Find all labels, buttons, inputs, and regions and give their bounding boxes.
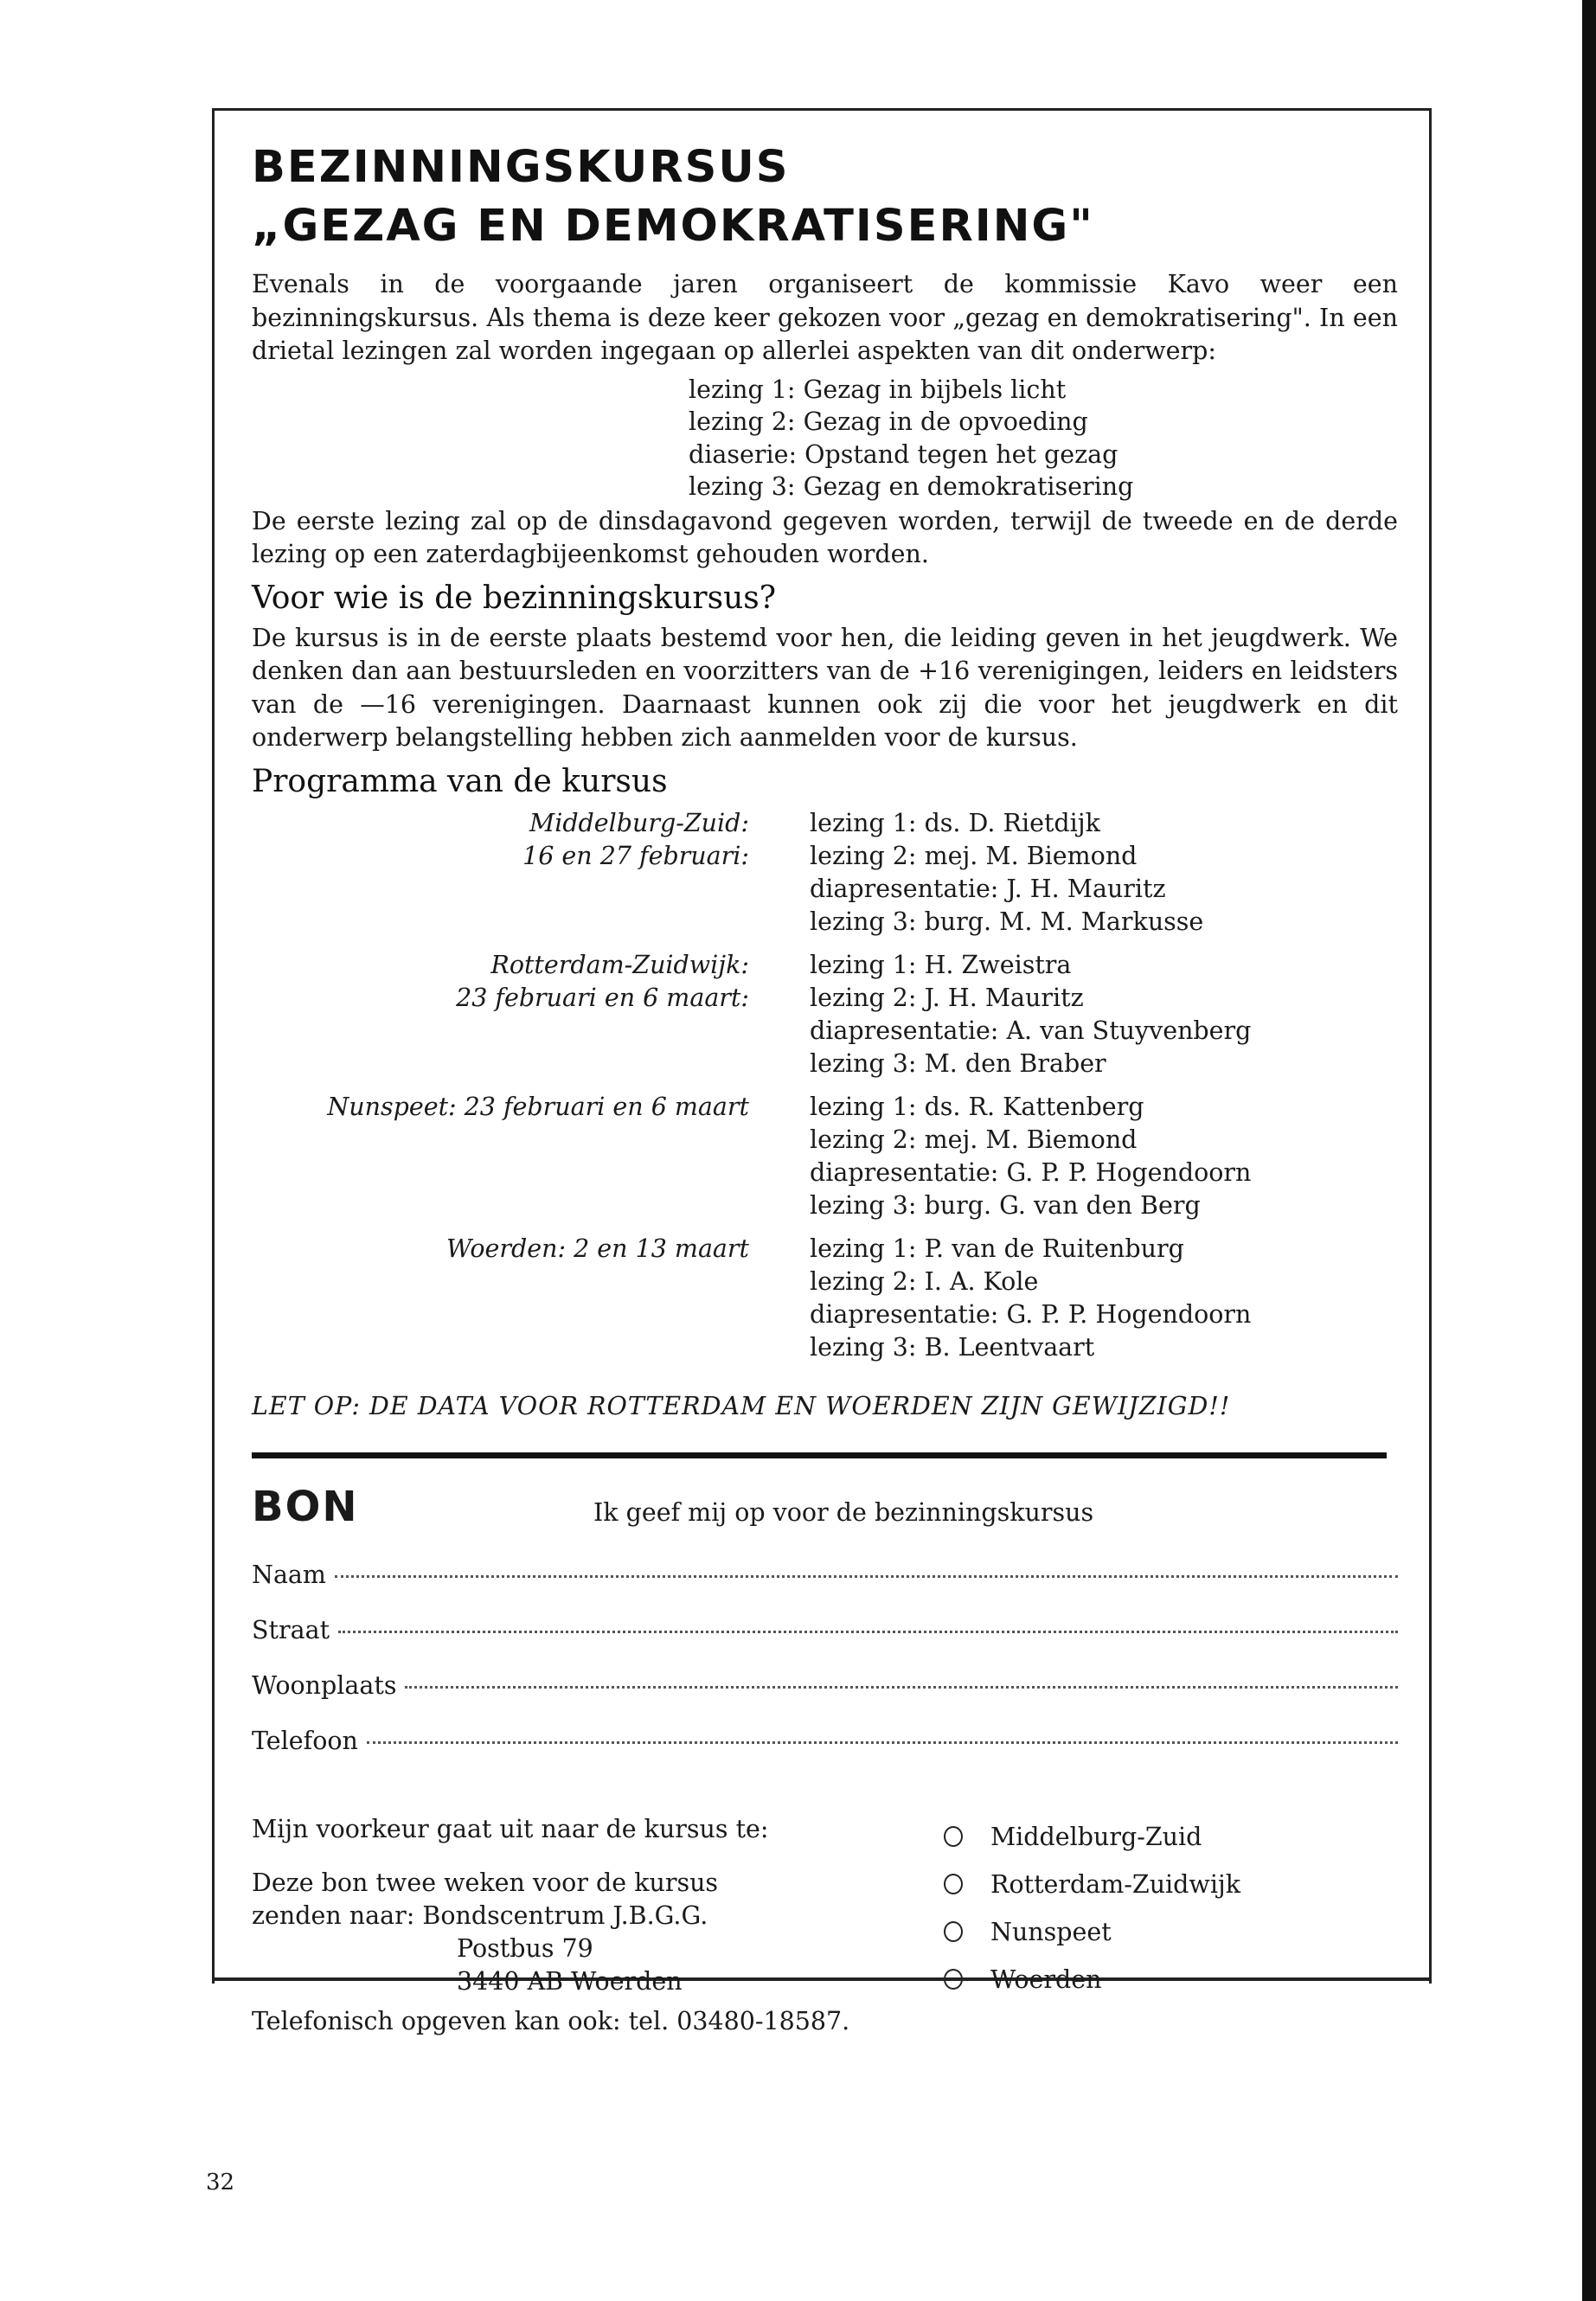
program-place: [252, 949, 749, 1080]
program-place: [252, 807, 749, 939]
program-item: lezing 1: P. van de Ruitenburg: [810, 1234, 1184, 1263]
address-line: Postbus 79: [457, 1933, 593, 1963]
send-instruction: zenden naar: Bondscentrum J.B.G.G.: [252, 1900, 708, 1930]
program-item: lezing 1: H. Zweistra: [810, 950, 1072, 979]
program-place: [252, 1091, 749, 1222]
bon-form-fields: [252, 1561, 1398, 1782]
program-location: [252, 1091, 1398, 1222]
audience-heading: Voor wie is de bezinningskursus?: [252, 580, 777, 616]
radio-circle-icon[interactable]: [944, 1874, 963, 1894]
lecture-item: lezing 3: Gezag en demokratisering: [689, 472, 1134, 501]
program-speakers: [810, 949, 1251, 1080]
program-item: lezing 2: I. A. Kole: [810, 1266, 1039, 1296]
program-speakers: [810, 1091, 1251, 1222]
page-edge-bar: [1582, 0, 1596, 2301]
option-woerden[interactable]: [944, 1956, 1240, 2003]
page-number: 32: [206, 2170, 235, 2195]
place-line: 23 februari en 6 maart:: [456, 983, 749, 1012]
field-fill-line[interactable]: [335, 1575, 1398, 1578]
field-label: Straat: [252, 1615, 330, 1644]
program-place: [252, 1233, 749, 1364]
headline-line-1: BEZINNINGSKURSUS: [252, 142, 790, 193]
option-label: Middelburg-Zuid: [990, 1822, 1202, 1851]
city-field[interactable]: [252, 1671, 1398, 1727]
program-item: lezing 3: burg. G. van den Berg: [810, 1190, 1201, 1220]
place-line: Rotterdam-Zuidwijk:: [490, 950, 749, 979]
program-speakers: [810, 1233, 1251, 1364]
program-location: [252, 1233, 1398, 1364]
program-item: diapresentatie: G. P. P. Hogendoorn: [810, 1299, 1252, 1329]
lecture-item: diaserie: Opstand tegen het gezag: [689, 439, 1118, 469]
program-item: lezing 3: M. den Braber: [810, 1048, 1106, 1078]
program-heading: Programma van de kursus: [252, 763, 668, 799]
bon-header: [252, 1483, 1398, 1531]
field-fill-line[interactable]: [338, 1631, 1398, 1633]
program-schedule: [252, 807, 1398, 1364]
send-instruction: Deze bon twee weken voor de kursus: [252, 1868, 719, 1897]
address-line: 3440 AB Woerden: [457, 1966, 683, 1996]
program-location: [252, 807, 1398, 939]
option-label: Woerden: [990, 1965, 1102, 1994]
date-change-warning: LET OP: DE DATA VOOR ROTTERDAM EN WOERDEN ZIJN GEWIJZIGD!!: [252, 1391, 1231, 1420]
option-rotterdam[interactable]: [944, 1861, 1240, 1908]
bon-title: BON: [252, 1482, 359, 1531]
lecture-item: lezing 1: Gezag in bijbels licht: [689, 375, 1067, 404]
program-item: lezing 2: mej. M. Biemond: [810, 1125, 1138, 1154]
headline: [252, 138, 1398, 256]
lecture-item: lezing 2: Gezag in de opvoeding: [689, 407, 1088, 436]
bon-signup-text: Ik geef mij op voor de bezinningskursus: [593, 1497, 1094, 1527]
program-item: lezing 3: burg. M. M. Markusse: [810, 907, 1204, 936]
option-label: Nunspeet: [990, 1917, 1112, 1946]
preference-text: Mijn voorkeur gaat uit naar de kursus te:: [252, 1814, 769, 1843]
place-line: 16 en 27 februari:: [522, 841, 749, 870]
option-nunspeet[interactable]: [944, 1908, 1240, 1956]
option-middelburg[interactable]: [944, 1813, 1240, 1861]
schedule-note: De eerste lezing zal op de dinsdagavond gegeven worden, terwijl de tweede en de derde lezing op een zaterdagbijeenkomst gehouden worden.: [252, 506, 1398, 568]
program-item: diapresentatie: G. P. P. Hogendoorn: [810, 1157, 1252, 1187]
street-field[interactable]: [252, 1616, 1398, 1671]
bon-divider: [252, 1452, 1387, 1458]
name-field[interactable]: [252, 1561, 1398, 1616]
lecture-list: [689, 374, 1398, 503]
radio-circle-icon[interactable]: [944, 1826, 963, 1847]
option-label: Rotterdam-Zuidwijk: [990, 1869, 1241, 1899]
bon-bottom: [252, 1813, 1398, 2038]
field-fill-line[interactable]: [367, 1741, 1398, 1744]
program-item: lezing 1: ds. R. Kattenberg: [810, 1092, 1144, 1121]
notice-content: [252, 138, 1398, 2038]
radio-circle-icon[interactable]: [944, 1969, 963, 1990]
program-item: lezing 1: ds. D. Rietdijk: [810, 808, 1100, 837]
program-location: [252, 949, 1398, 1080]
field-label: Telefoon: [252, 1726, 358, 1755]
phone-field[interactable]: [252, 1727, 1398, 1782]
phone-signup-text: Telefonisch opgeven kan ook: tel. 03480-18587.: [252, 2006, 850, 2035]
program-item: lezing 2: mej. M. Biemond: [810, 841, 1138, 870]
place-line: Middelburg-Zuid:: [529, 808, 749, 837]
location-options: [944, 1813, 1240, 2038]
field-label: Naam: [252, 1560, 326, 1589]
program-item: lezing 2: J. H. Mauritz: [810, 983, 1084, 1012]
field-label: Woonplaats: [252, 1670, 397, 1700]
place-line: Nunspeet: 23 februari en 6 maart: [327, 1092, 749, 1121]
bon-instructions: [252, 1813, 944, 2038]
program-item: diapresentatie: J. H. Mauritz: [810, 874, 1166, 903]
program-speakers: [810, 807, 1203, 939]
program-item: diapresentatie: A. van Stuyvenberg: [810, 1016, 1252, 1045]
radio-circle-icon[interactable]: [944, 1921, 963, 1942]
program-item: lezing 3: B. Leentvaart: [810, 1332, 1095, 1362]
field-fill-line[interactable]: [405, 1686, 1398, 1689]
place-line: Woerden: 2 en 13 maart: [445, 1234, 749, 1263]
intro-paragraph: Evenals in de voorgaande jaren organiseert de kommissie Kavo weer een bezinningskursus. Als thema is deze keer gekozen voor „gezag en demokratisering". In een drietal lezingen zal worden ingegaan op allerlei aspekten van dit onderwerp:: [252, 270, 1398, 365]
audience-paragraph: De kursus is in de eerste plaats bestemd voor hen, die leiding geven in het jeugdwerk. We denken dan aan bestuursleden en voorzitters van de +16 verenigingen, leiders en leidsters van de —16 verenigingen. Daarnaast kunnen ook zij die voor het jeugdwerk en dit onderwerp belangstelling hebben zich aanmelden voor de kursus.: [252, 623, 1398, 752]
headline-line-2: „GEZAG EN DEMOKRATISERING": [252, 201, 1094, 252]
